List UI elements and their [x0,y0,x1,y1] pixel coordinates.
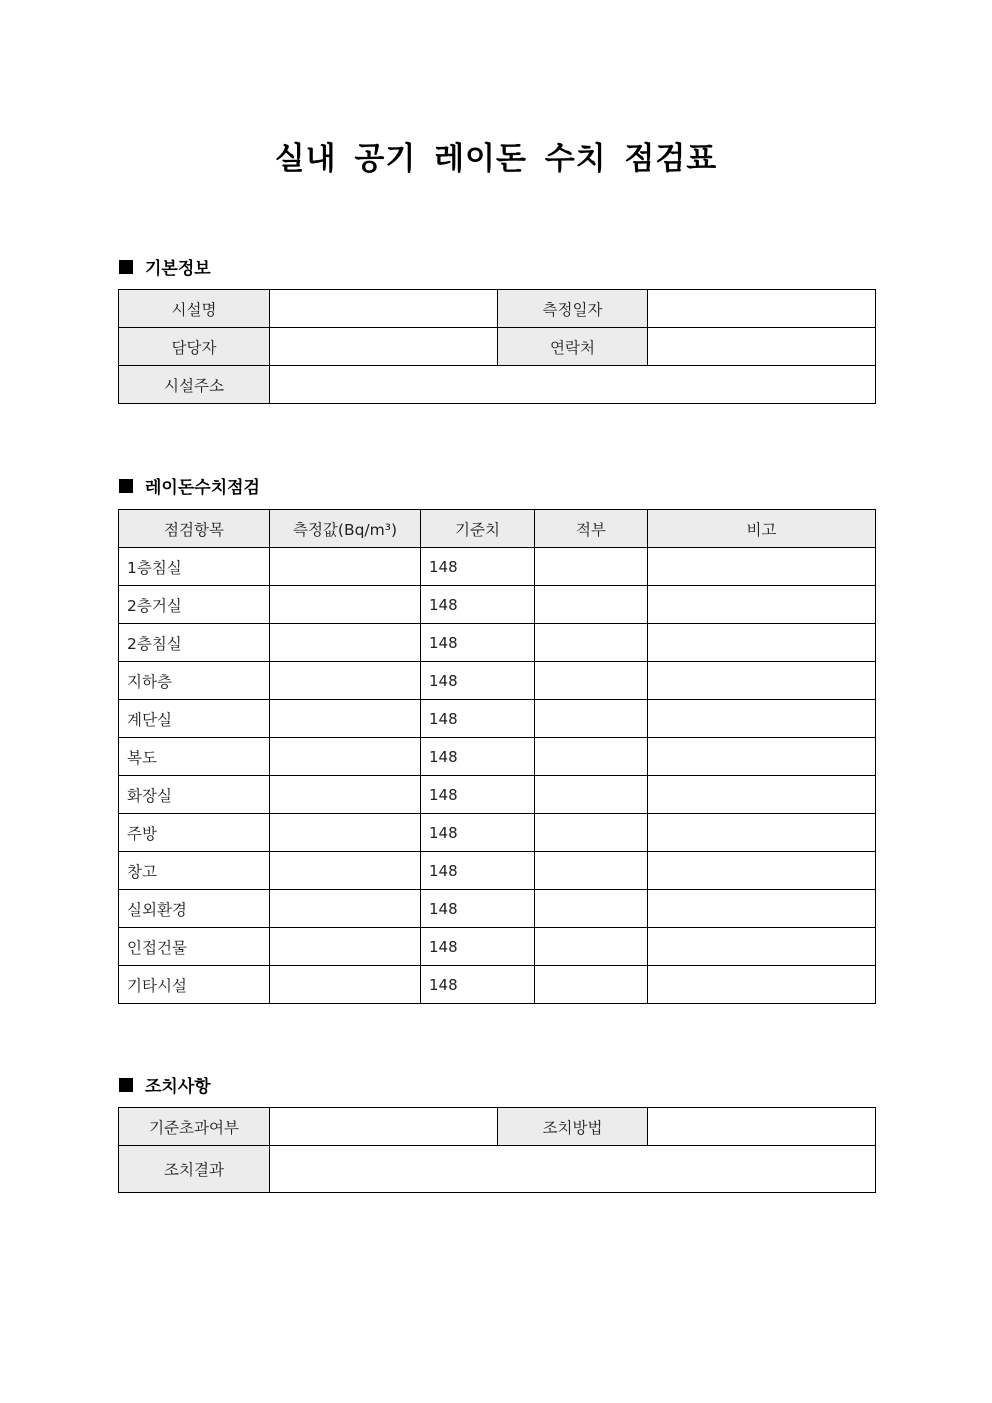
measured-field[interactable] [270,586,421,624]
table-row [119,928,876,966]
column-header-standard: 기준치 [421,510,535,548]
note-field[interactable] [648,966,876,1004]
measured-field[interactable] [270,928,421,966]
pass-field[interactable] [535,776,648,814]
standard-cell: 148 [421,586,535,624]
section-heading-radon-check [119,473,260,498]
item-cell: 기타시설 [119,966,270,1004]
standard-cell: 148 [421,966,535,1004]
item-cell: 인접건물 [119,928,270,966]
note-field[interactable] [648,852,876,890]
note-field[interactable] [648,928,876,966]
measured-field[interactable] [270,776,421,814]
section-title: 기본정보 [145,259,211,279]
column-header-measured: 측정값(Bq/m³) [270,510,421,548]
table-row [119,738,876,776]
item-cell: 실외환경 [119,890,270,928]
note-field[interactable] [648,738,876,776]
pass-field[interactable] [535,814,648,852]
action-method-label: 조치방법 [498,1108,648,1146]
measured-field[interactable] [270,548,421,586]
standard-cell: 148 [421,700,535,738]
basic-info-table [118,289,876,404]
note-field[interactable] [648,700,876,738]
measured-field[interactable] [270,814,421,852]
pass-field[interactable] [535,890,648,928]
table-row [119,624,876,662]
table-row [119,662,876,700]
contact-label: 연락처 [498,328,648,366]
facility-name-field[interactable] [270,290,498,328]
table-row [119,776,876,814]
standard-cell: 148 [421,776,535,814]
measured-field[interactable] [270,738,421,776]
facility-address-field[interactable] [270,366,876,404]
table-row [119,548,876,586]
measured-field[interactable] [270,624,421,662]
section-heading-actions [119,1072,211,1097]
measured-field[interactable] [270,890,421,928]
action-result-field[interactable] [270,1146,876,1193]
pass-field[interactable] [535,700,648,738]
item-cell: 계단실 [119,700,270,738]
square-bullet-icon [119,479,133,493]
note-field[interactable] [648,624,876,662]
standard-cell: 148 [421,852,535,890]
pass-field[interactable] [535,966,648,1004]
measured-field[interactable] [270,700,421,738]
action-method-field[interactable] [648,1108,876,1146]
item-cell: 창고 [119,852,270,890]
pass-field[interactable] [535,586,648,624]
manager-field[interactable] [270,328,498,366]
note-field[interactable] [648,548,876,586]
standard-cell: 148 [421,814,535,852]
measured-field[interactable] [270,966,421,1004]
measured-field[interactable] [270,662,421,700]
table-row [119,814,876,852]
table-header-row [119,510,876,548]
standard-cell: 148 [421,548,535,586]
item-cell: 2층거실 [119,586,270,624]
contact-field[interactable] [648,328,876,366]
pass-field[interactable] [535,928,648,966]
table-row [119,890,876,928]
action-result-label: 조치결과 [119,1146,270,1193]
measure-date-label: 측정일자 [498,290,648,328]
table-row [119,586,876,624]
item-cell: 지하층 [119,662,270,700]
note-field[interactable] [648,662,876,700]
table-row [119,852,876,890]
note-field[interactable] [648,776,876,814]
pass-field[interactable] [535,624,648,662]
item-cell: 2층침실 [119,624,270,662]
facility-address-label: 시설주소 [119,366,270,404]
actions-table [118,1107,876,1193]
column-header-item: 점검항목 [119,510,270,548]
column-header-note: 비고 [648,510,876,548]
item-cell: 복도 [119,738,270,776]
exceeded-field[interactable] [270,1108,498,1146]
section-title: 레이돈수치점검 [145,478,260,498]
standard-cell: 148 [421,928,535,966]
note-field[interactable] [648,586,876,624]
radon-check-table [118,509,876,1004]
note-field[interactable] [648,814,876,852]
standard-cell: 148 [421,624,535,662]
page-title: 실내 공기 레이돈 수치 점검표 [274,141,718,177]
item-cell: 화장실 [119,776,270,814]
item-cell: 주방 [119,814,270,852]
table-row [119,966,876,1004]
pass-field[interactable] [535,852,648,890]
section-title: 조치사항 [145,1077,211,1097]
table-row [119,700,876,738]
pass-field[interactable] [535,738,648,776]
pass-field[interactable] [535,662,648,700]
measured-field[interactable] [270,852,421,890]
square-bullet-icon [119,1078,133,1092]
section-heading-basic-info [119,254,211,279]
exceeded-label: 기준초과여부 [119,1108,270,1146]
pass-field[interactable] [535,548,648,586]
column-header-pass: 적부 [535,510,648,548]
standard-cell: 148 [421,890,535,928]
standard-cell: 148 [421,662,535,700]
note-field[interactable] [648,890,876,928]
item-cell: 1층침실 [119,548,270,586]
manager-label: 담당자 [119,328,270,366]
standard-cell: 148 [421,738,535,776]
square-bullet-icon [119,260,133,274]
measure-date-field[interactable] [648,290,876,328]
facility-name-label: 시설명 [119,290,270,328]
